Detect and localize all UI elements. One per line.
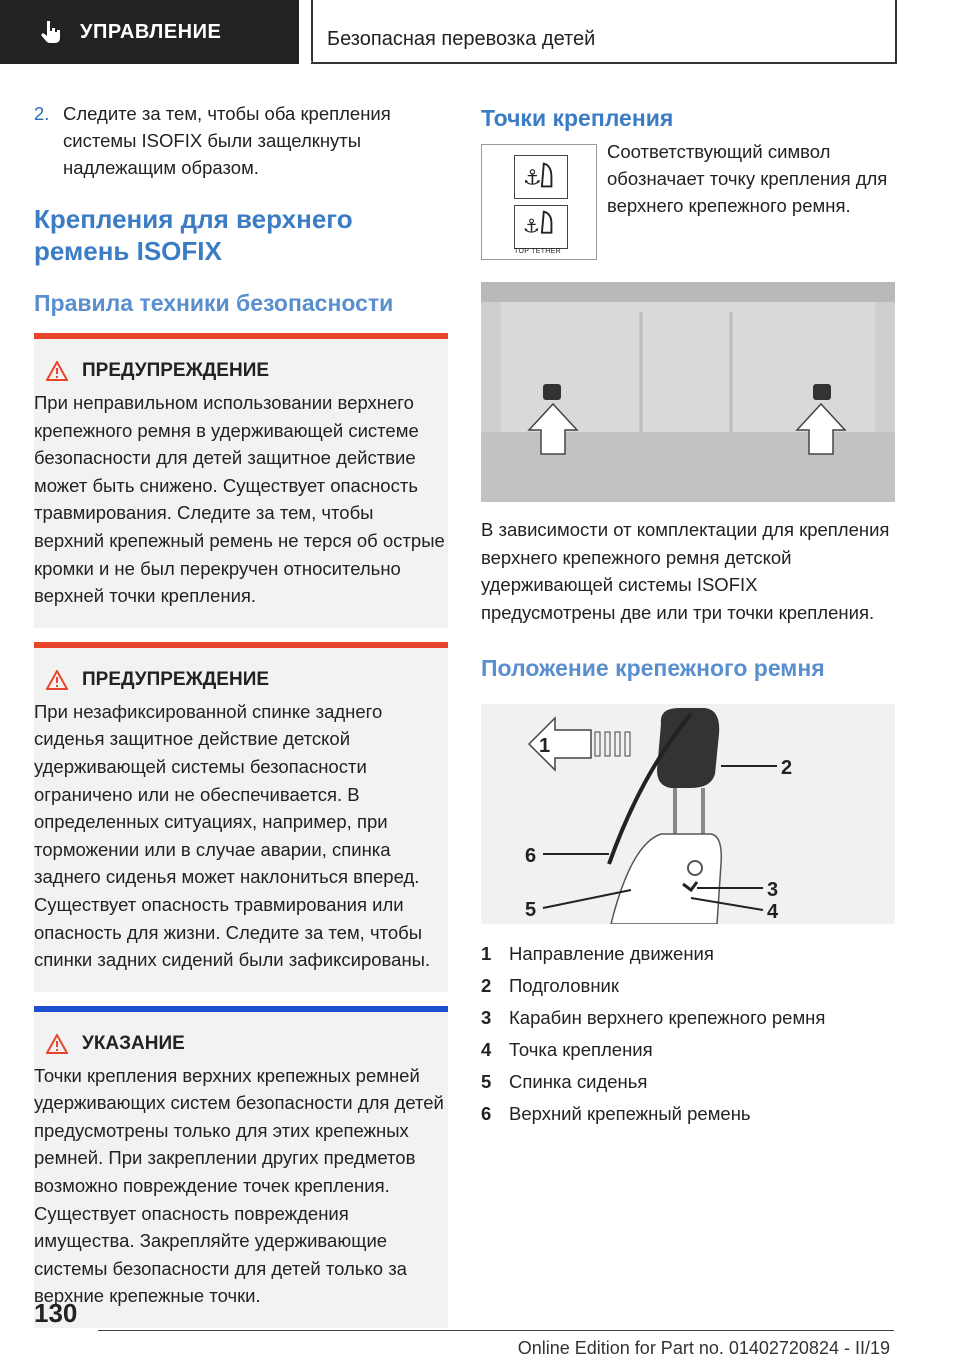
section-heading: Крепления для верхнего ремень ISOFIX (34, 204, 353, 266)
footer-divider (98, 1330, 894, 1331)
chapter-tab[interactable] (0, 0, 299, 64)
section-title: Безопасная перевозка детей (327, 28, 596, 50)
strap-diagram (481, 704, 895, 924)
edition-footer: Online Edition for Part no. 01402720824 - II/19 (517, 1338, 890, 1358)
svg-text:⚓: ⚓ (522, 165, 542, 190)
top-tether-caption: TOP TETHER (514, 248, 561, 255)
warning-text: При незафиксированной спинке заднего сиденья защитное действие детской удерживающей системы безопасности ограничено или не обеспечивается. В определенных ситуациях, например, при торможении или в случае аварии, спинка заднего сиденья может наклониться вперед. Существует опасность травмирования или опасность для жизни. Следите за тем, чтобы спинки задних сидений были зафиксированы. (34, 700, 431, 971)
step-number: 2. (34, 103, 50, 124)
hand-pointer-icon (38, 19, 64, 45)
list-item: 3 Карабин верхнего крепежного ремня (481, 1007, 826, 1029)
callout-1: 1 (539, 735, 551, 758)
callout-2: 2 (781, 757, 793, 780)
warning-triangle-icon (46, 1034, 68, 1054)
callout-6: 6 (525, 845, 537, 868)
section-heading: Точки крепления (481, 105, 674, 131)
left-column (34, 100, 448, 1328)
warning-triangle-icon (46, 670, 68, 690)
warning-text: При неправильном использовании верхнего крепежного ремня в удерживающей системе безопасности для детей защитное действие может быть снижено. Существует опасность травмирования. Следите за тем, чтобы верхний крепежный ремень не терся об острые кромки и не был перекручен относительно верхней точки крепления. (34, 392, 445, 607)
anchor-seat-icon (514, 155, 568, 199)
list-item: 4 Точка крепления (481, 1039, 653, 1061)
notice-text: Точки крепления верхних крепежных ремней удерживающих систем безопасности для детей предусмотрены только для этих крепежных ремней. При закреплении других предметов возможно повреждение точек крепления. Существует опасность повреждения имущества. Закрепляйте удерживающие системы безопасности для детей только за верхние крепежные точки. (34, 1064, 444, 1307)
paragraph: В зависимости от комплектации для крепления верхнего крепежного ремня детской удерживающей системы ISOFIX предусмотрены две или три точки крепления. (481, 519, 890, 623)
callout-5: 5 (525, 899, 537, 922)
subsection-heading: Положение крепежного ремня (481, 655, 825, 682)
list-item: 6 Верхний крепежный ремень (481, 1103, 751, 1125)
subsection-heading: Правила техники безопасности (34, 290, 394, 316)
chapter-title: УПРАВЛЕНИЕ (80, 20, 222, 43)
list-item: 5 Спинка сиденья (481, 1071, 648, 1093)
anchor-seat-icon (514, 205, 568, 249)
right-column (481, 100, 895, 1130)
warning-triangle-icon (46, 361, 68, 381)
warning-title: ПРЕДУПРЕЖДЕНИЕ (82, 668, 270, 690)
list-item: 2 Подголовник (481, 975, 619, 997)
callout-4: 4 (767, 901, 779, 924)
callout-3: 3 (767, 879, 779, 902)
step-text: Следите за тем, чтобы оба крепления системы ISOFIX были защелкнуты надлежащим образом. (63, 103, 391, 178)
warning-title: ПРЕДУПРЕЖДЕНИЕ (82, 360, 270, 381)
top-tether-symbol (481, 144, 597, 260)
svg-text:⚓: ⚓ (522, 215, 540, 238)
diagram-legend (481, 938, 895, 1130)
warning-box (34, 642, 448, 992)
section-header (311, 0, 897, 62)
notice-title: УКАЗАНИЕ (82, 1032, 185, 1054)
warning-box (34, 333, 448, 628)
page-number: 130 (34, 1298, 78, 1328)
step-item (34, 100, 448, 181)
trunk-photo (481, 282, 895, 502)
symbol-description: Соответствующий символ обозначает точку крепления для верхнего крепежного ремня. (607, 141, 888, 216)
notice-box (34, 1006, 448, 1328)
list-item: 1 Направление движения (481, 943, 714, 965)
